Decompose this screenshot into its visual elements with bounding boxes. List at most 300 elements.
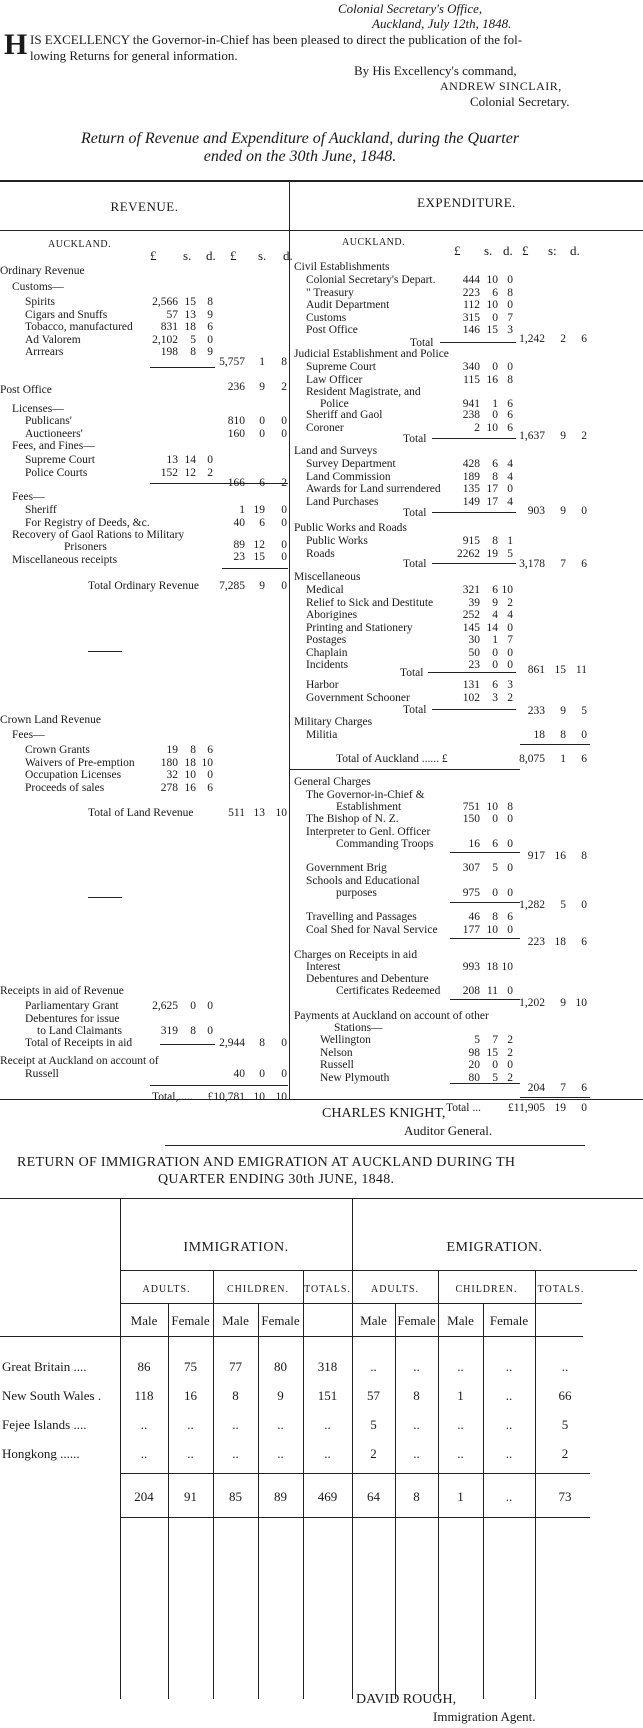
misc-item-shillings: 1 <box>492 634 498 646</box>
land-item: Survey Department <box>306 458 396 470</box>
station-item: Wellington <box>320 1034 371 1046</box>
post-office-pence: 2 <box>281 381 287 393</box>
post-office-label: Post Office <box>0 384 52 396</box>
misc-total-pounds: 861 <box>527 664 545 676</box>
judicial-item-pounds: 115 <box>463 373 480 386</box>
signer-title: Colonial Secretary. <box>470 94 570 109</box>
misc-item-shillings: 0 <box>492 646 498 659</box>
imm-cell: .. <box>370 1359 377 1374</box>
civil-item-pence: 8 <box>507 286 513 299</box>
imm-cell: 8 <box>413 1388 420 1403</box>
judicial-item-shillings: 0 <box>492 409 498 421</box>
ordinary-revenue-label: Ordinary Revenue <box>0 265 85 277</box>
imm-cell: .. <box>413 1359 420 1374</box>
judicial-total-pounds: 1,637 <box>519 430 545 442</box>
imm-cell: 8 <box>232 1388 239 1403</box>
brig-label: Government Brig <box>306 862 387 874</box>
misc-item: Incidents <box>306 659 349 671</box>
notice-body-1: IS EXCELLENCY the Governor-in-Chief has been pleased to direct the publication of the fol- <box>30 32 523 47</box>
judicial-item: Sheriff and Gaol <box>306 409 383 421</box>
misc-total-pence: 11 <box>575 664 587 676</box>
civil-item-pounds: 146 <box>462 324 480 336</box>
payments-line-1: Payments at Auckland on account of other <box>294 1010 489 1022</box>
imm-cell: .. <box>457 1359 464 1374</box>
total-aid-shillings: 8 <box>259 1037 265 1049</box>
harbor-item: Harbor <box>306 679 339 691</box>
militia-pounds: 18 <box>533 729 545 741</box>
imm-total-cell: 1 <box>457 1489 464 1504</box>
imm-row-name: Fejee Islands .... <box>2 1417 87 1432</box>
russell-shillings: 0 <box>259 1068 265 1080</box>
gaol-pence: 0 <box>281 539 287 551</box>
civil-item: Customs <box>306 311 347 324</box>
station-item: New Plymouth <box>320 1071 390 1084</box>
civil-total-label: Total <box>410 337 434 349</box>
imm-total-cell: .. <box>505 1489 513 1504</box>
imm-total-cell: 91 <box>184 1489 197 1504</box>
customs-item-pence: 9 <box>207 346 213 359</box>
judicial-item-pence: 0 <box>507 361 513 373</box>
debentures-line-1: Debentures for issue <box>25 1013 120 1025</box>
misc-item-pounds: 39 <box>468 596 480 609</box>
expenditure-col-head: s. <box>484 243 493 258</box>
imm-cell: .. <box>457 1417 464 1432</box>
general-subtotal-pounds: 917 <box>527 850 545 862</box>
brig-total-pounds: 1,282 <box>519 899 545 911</box>
post-office-pounds: 236 <box>227 381 245 393</box>
land-item: Awards for Land surrendered <box>306 483 441 495</box>
fees-fines-item: Supreme Court <box>25 454 95 466</box>
return-title-2: ended on the 30th June, 1848. <box>203 148 397 165</box>
station-item-pence: 2 <box>507 1071 513 1084</box>
fees-fines-label: Fees, and Fines— <box>12 440 95 452</box>
parliamentary-label: Parliamentary Grant <box>25 1000 119 1012</box>
misc-receipts-label: Miscellaneous receipts <box>12 554 118 566</box>
crown-label: Crown Land Revenue <box>0 714 101 726</box>
sex-column-head: Male <box>447 1313 474 1328</box>
harbor-item-pounds: 131 <box>462 679 480 691</box>
customs-item-pence: 6 <box>207 321 213 334</box>
fees-item: For Registry of Deeds, &c. <box>25 516 150 529</box>
total-land-shillings: 13 <box>253 807 265 819</box>
station-item: Russell <box>320 1059 354 1071</box>
customs-item: Ad Valorem <box>25 333 81 346</box>
license-item-pence: 0 <box>281 415 287 427</box>
total-land-label: Total of Land Revenue <box>88 807 194 819</box>
payments-line-2: Stations— <box>334 1022 383 1034</box>
command-line: By His Excellency's command, <box>354 63 517 78</box>
magistrate-line-1: Resident Magistrate, and <box>306 386 421 398</box>
imm-cell: .. <box>140 1417 148 1432</box>
travelling-pence: 6 <box>507 911 513 923</box>
customs-item-pence: 9 <box>207 308 213 321</box>
imm-cell: 151 <box>317 1388 338 1403</box>
land-item-shillings: 17 <box>486 483 498 495</box>
imm-cell: .. <box>505 1359 513 1374</box>
schools-line-2: purposes <box>336 887 377 899</box>
customs-item: Cigars and Snuffs <box>25 308 108 321</box>
interpreter-shillings: 6 <box>492 838 498 850</box>
charges-total-pence: 10 <box>575 997 587 1009</box>
governor-line-2: Establishment <box>336 801 402 813</box>
deb-shillings: 11 <box>486 985 498 997</box>
crown-item: Occupation Licenses <box>25 769 122 781</box>
civil-item-pence: 0 <box>507 299 513 311</box>
emi-totals-head: TOTALS. <box>537 1284 585 1295</box>
judicial-item-pence: 6 <box>507 421 513 434</box>
works-total-label: Total <box>403 558 427 570</box>
judicial-total-pence: 2 <box>581 430 587 442</box>
sex-column-head: Female <box>261 1313 300 1328</box>
imm-children-head: CHILDREN. <box>226 1284 290 1295</box>
crown-item-shillings: 10 <box>184 769 196 781</box>
imm-cell: .. <box>324 1446 331 1461</box>
imm-cell: .. <box>505 1388 513 1403</box>
auditor-name: CHARLES KNIGHT, <box>322 1106 446 1121</box>
travelling-shillings: 8 <box>492 911 498 923</box>
imm-rule-totals-bottom <box>120 1517 590 1518</box>
rule-top <box>0 180 643 182</box>
civil-item-pounds: 112 <box>463 299 480 311</box>
civil-item-shillings: 15 <box>486 324 498 336</box>
misc-item-shillings: 4 <box>492 609 498 621</box>
militia-shillings: 8 <box>560 729 566 741</box>
rule-heading <box>0 230 643 231</box>
magistrate-pounds: 941 <box>462 398 480 410</box>
imm-rule-body <box>0 1336 583 1337</box>
coal-label: Coal Shed for Naval Service <box>306 924 438 936</box>
crown-item-pounds: 278 <box>160 781 178 794</box>
customs-item-pounds: 2,102 <box>152 333 178 346</box>
rule-auditor <box>165 1145 585 1146</box>
imm-total-cell: 8 <box>413 1489 420 1504</box>
revenue-col-head: s. <box>258 248 267 263</box>
fees-item-pounds: 1 <box>239 504 245 516</box>
misc-item-pence: 7 <box>507 634 513 646</box>
misc-item-pence: 0 <box>507 621 513 634</box>
works-item: Public Works <box>306 535 368 547</box>
misc-item-pence: 2 <box>507 596 513 609</box>
expenditure-col-head: d. <box>503 243 513 258</box>
harbor-item-shillings: 3 <box>492 691 498 704</box>
exp-total-rule <box>520 1097 590 1098</box>
misc-item-pounds: 30 <box>468 634 480 646</box>
fees-fines-item-pence: 0 <box>207 454 213 466</box>
misc-item-pence: 0 <box>507 646 513 659</box>
emigration-group-label: EMIGRATION. <box>446 1240 543 1255</box>
fees-item-shillings: 6 <box>259 516 265 529</box>
gaol-shillings: 12 <box>253 539 265 551</box>
civil-total-shillings: 2 <box>560 333 566 345</box>
total-auckland-pounds: 8,075 <box>519 753 545 765</box>
imm-cell: .. <box>457 1446 464 1461</box>
works-item-pence: 5 <box>507 547 513 560</box>
imm-cell: .. <box>413 1417 420 1432</box>
imm-row-name: New South Wales . <box>2 1388 102 1403</box>
imm-adults-head: ADULTS. <box>142 1284 191 1295</box>
customs-item-pounds: 198 <box>160 346 178 359</box>
works-item: Roads <box>306 547 335 560</box>
judicial-item-pounds: 2 <box>474 421 480 434</box>
total-land-pence: 10 <box>275 807 287 819</box>
imm-cell: 66 <box>558 1388 572 1403</box>
civil-item-shillings: 10 <box>486 274 498 286</box>
fees-item: Sheriff <box>25 504 57 516</box>
interest-pence: 10 <box>501 961 513 973</box>
brig-total-pence: 0 <box>581 899 587 911</box>
fees-item-pence: 0 <box>281 504 287 516</box>
imm-cell: .. <box>277 1417 284 1432</box>
civil-label: Civil Establishments <box>294 261 390 273</box>
office-line: Colonial Secretary's Office, <box>338 1 483 16</box>
emi-adults-head: ADULTS. <box>370 1284 420 1295</box>
interpreter-line-1: Interpreter to Genl. Officer <box>306 826 431 838</box>
fees-fines-total-pence: 2 <box>281 477 287 489</box>
judicial-item-pence: 8 <box>507 373 513 386</box>
immigration-title-2: QUARTER ENDING 30th JUNE, 1848. <box>158 1172 395 1187</box>
imm-total-cell: 64 <box>367 1489 380 1504</box>
brig-shillings: 5 <box>492 862 498 874</box>
misc-total-label: Total <box>400 667 424 679</box>
crown-item-shillings: 16 <box>184 781 196 794</box>
schools-pence: 0 <box>507 887 513 899</box>
civil-item: Colonial Secretary's Depart. <box>306 274 436 286</box>
sex-column-head: Female <box>171 1313 210 1328</box>
parliamentary-pence: 0 <box>207 1000 213 1012</box>
russell-line-1: Receipt at Auckland on account of <box>0 1055 159 1067</box>
revenue-total-rule <box>150 1085 288 1086</box>
civil-total-pence: 6 <box>581 333 587 345</box>
imm-cell: 75 <box>184 1359 197 1374</box>
land-item-shillings: 8 <box>492 470 498 483</box>
misc-item-shillings: 9 <box>492 596 498 609</box>
total-land-pounds: 511 <box>228 807 245 819</box>
debentures-pence: 0 <box>207 1025 213 1037</box>
revenue-col-head: d. <box>206 248 216 263</box>
bishop-label: The Bishop of N. Z. <box>306 813 399 825</box>
land-dash <box>88 897 122 898</box>
station-item-pounds: 98 <box>468 1046 480 1059</box>
debentures-pounds: 319 <box>160 1025 178 1037</box>
rule-return-bottom <box>0 1099 643 1100</box>
works-total-shillings: 7 <box>560 558 566 570</box>
misc-receipts-shillings: 15 <box>253 551 265 563</box>
land-item: Land Purchases <box>306 495 379 508</box>
bishop-pounds: 150 <box>462 813 480 825</box>
land-item-pence: 0 <box>507 483 513 495</box>
works-item-shillings: 19 <box>486 547 498 560</box>
imm-rule-groups <box>120 1270 637 1271</box>
interest-pounds: 993 <box>462 961 480 973</box>
judicial-item: Coroner <box>306 421 344 434</box>
total-auckland-label: Total of Auckland ...... £ <box>336 753 448 765</box>
misc-item-pounds: 321 <box>462 584 480 596</box>
expenditure-grand-total-pounds: £11,905 <box>508 1102 545 1114</box>
coal-pence: 0 <box>507 924 513 936</box>
customs-item: Spirits <box>25 296 56 308</box>
civil-item: " Treasury <box>306 286 354 299</box>
judicial-label: Judicial Establishment and Police <box>294 348 449 360</box>
travel-total-shillings: 18 <box>554 936 566 948</box>
general-rule <box>290 769 520 770</box>
parliamentary-pounds: 2,625 <box>152 1000 178 1012</box>
russell-line-2: Russell <box>25 1068 59 1080</box>
customs-item: Arrrears <box>25 346 64 359</box>
auditor-title: Auditor General. <box>404 1123 493 1138</box>
fees-item-shillings: 19 <box>253 504 265 516</box>
revenue-total-label: Total,..... <box>152 1091 193 1103</box>
harbor-item-pence: 3 <box>507 679 513 691</box>
governor-pence: 8 <box>507 801 513 813</box>
customs-item-pounds: 57 <box>166 308 178 321</box>
station-item-shillings: 5 <box>492 1071 498 1084</box>
customs-item-pounds: 831 <box>160 321 178 334</box>
governor-line-1: The Governor-in-Chief & <box>306 789 425 801</box>
misc-item: Chaplain <box>306 646 348 659</box>
judicial-item-pounds: 340 <box>462 361 480 373</box>
harbor-item-pence: 2 <box>507 691 513 704</box>
land-item-pounds: 135 <box>462 483 480 495</box>
license-item-pounds: 810 <box>227 415 245 427</box>
civil-total-pounds: 1,242 <box>519 333 545 345</box>
customs-total-pence: 8 <box>281 356 287 368</box>
judicial-item-pence: 6 <box>507 409 513 421</box>
imm-cell: .. <box>187 1417 194 1432</box>
imm-cell: .. <box>505 1417 513 1432</box>
expenditure-col-head: £ <box>522 243 529 258</box>
civil-item-pence: 3 <box>507 324 513 336</box>
russell-pence: 0 <box>281 1068 287 1080</box>
works-item-pounds: 915 <box>462 535 480 547</box>
imm-cell: .. <box>561 1359 569 1374</box>
deb-pence: 0 <box>507 985 513 997</box>
notice-body-2: lowing Returns for general information. <box>30 48 238 63</box>
revenue-grand-total-pounds: £10,781 <box>207 1091 245 1103</box>
misc-item: Aborigines <box>306 609 358 621</box>
immigration-group-label: IMMIGRATION. <box>183 1240 289 1255</box>
station-item: Nelson <box>320 1046 353 1059</box>
sex-column-head: Male <box>360 1313 387 1328</box>
misc-item-pounds: 23 <box>468 659 480 671</box>
stations-total-shillings: 7 <box>560 1082 566 1094</box>
land-total-shillings: 9 <box>560 505 566 517</box>
judicial-item-shillings: 16 <box>486 373 498 386</box>
revenue-grand-total-pence: 10 <box>275 1091 287 1103</box>
misc-total-shillings: 15 <box>554 664 566 676</box>
gaol-line-2: Prisoners <box>64 541 107 553</box>
imm-cell: .. <box>232 1417 239 1432</box>
license-item-shillings: 0 <box>259 415 265 427</box>
civil-item: Post Office <box>306 324 358 336</box>
governor-pounds: 751 <box>462 801 480 813</box>
travelling-label: Travelling and Passages <box>306 911 417 923</box>
civil-item-shillings: 0 <box>492 311 498 324</box>
coal-shillings: 10 <box>486 924 498 936</box>
interest-shillings: 18 <box>486 961 498 973</box>
schools-shillings: 0 <box>492 887 498 899</box>
interest-label: Interest <box>306 961 341 973</box>
harbor-total-pounds: 233 <box>527 705 545 717</box>
crown-item-pounds: 180 <box>160 756 178 769</box>
license-item-pence: 0 <box>281 427 287 440</box>
expenditure-subheading: AUCKLAND. <box>342 237 406 248</box>
imm-cell: 1 <box>457 1388 464 1403</box>
misc-label: Miscellaneous <box>294 571 361 583</box>
immigration-title-1: RETURN OF IMMIGRATION AND EMIGRATION AT AUCKLAND DURING TH <box>17 1155 516 1170</box>
customs-item-shillings: 15 <box>184 296 196 308</box>
imm-row-name: Hongkong ...... <box>2 1446 80 1461</box>
civil-item-pence: 7 <box>507 311 513 324</box>
aid-label: Receipts in aid of Revenue <box>0 985 124 997</box>
revenue-col-head: £ <box>230 248 237 263</box>
land-item: Land Commission <box>306 470 391 483</box>
civil-item-pounds: 444 <box>462 274 480 286</box>
works-label: Public Works and Roads <box>294 522 407 534</box>
civil-item: Audit Department <box>306 299 390 311</box>
misc-item-shillings: 0 <box>492 659 498 671</box>
sex-column-head: Female <box>489 1313 529 1328</box>
ordinary-rule <box>222 568 288 569</box>
civil-item-pounds: 315 <box>462 311 480 324</box>
fees-fines-total-shillings: 6 <box>259 477 265 489</box>
crown-item-shillings: 8 <box>190 744 196 756</box>
stations-total-pounds: 204 <box>527 1082 545 1094</box>
harbor-total-pence: 5 <box>581 705 587 717</box>
judicial-item: Law Officer <box>306 373 363 386</box>
total-ordinary-shillings: 9 <box>259 580 265 592</box>
debentures-shillings: 8 <box>190 1025 196 1037</box>
expenditure-col-head: d. <box>570 243 580 258</box>
imm-total-cell: 89 <box>274 1489 287 1504</box>
sex-column-head: Male <box>222 1313 249 1328</box>
imm-cell: 80 <box>274 1359 287 1374</box>
customs-item: Tobacco, manufactured <box>25 321 133 334</box>
crown-item-pence: 10 <box>201 756 213 769</box>
fees-fines-item-pounds: 13 <box>166 454 178 466</box>
return-title-1: Return of Revenue and Expenditure of Auckland, during the Quarter <box>80 130 520 147</box>
harbor-item: Government Schooner <box>306 691 410 704</box>
customs-item-shillings: 13 <box>184 308 196 321</box>
brig-total-shillings: 5 <box>560 899 566 911</box>
imm-total-cell: 85 <box>229 1489 242 1504</box>
place-date: Auckland, July 12th, 1848. <box>372 16 512 31</box>
imm-cell: 16 <box>184 1388 197 1403</box>
imm-cell: .. <box>140 1446 148 1461</box>
total-ordinary-pence: 0 <box>281 580 287 592</box>
imm-cell: 77 <box>229 1359 242 1374</box>
post-office-shillings: 9 <box>259 381 265 393</box>
imm-total-cell: 204 <box>134 1489 154 1504</box>
licenses-label: Licenses— <box>12 403 64 415</box>
auckland-rule <box>520 744 590 745</box>
land-item-shillings: 6 <box>492 458 498 470</box>
harbor-item-shillings: 6 <box>492 679 498 691</box>
brig-pence: 0 <box>507 862 513 874</box>
expenditure-col-head: s: <box>548 243 557 258</box>
interpreter-line-2: Commanding Troops <box>336 838 434 850</box>
land-item-pence: 4 <box>507 470 513 483</box>
judicial-item: Supreme Court <box>306 361 376 373</box>
expenditure-heading: EXPENDITURE. <box>417 195 516 210</box>
misc-item: Relief to Sick and Destitute <box>306 596 434 609</box>
station-item-pence: 2 <box>507 1034 513 1046</box>
charges-total-pounds: 1,202 <box>519 997 545 1009</box>
imm-cell: 86 <box>137 1359 151 1374</box>
crown-item-pounds: 19 <box>166 744 178 756</box>
military-label: Military Charges <box>294 716 373 728</box>
land-total-pounds: 903 <box>527 505 545 517</box>
land-total-label: Total <box>403 507 427 519</box>
